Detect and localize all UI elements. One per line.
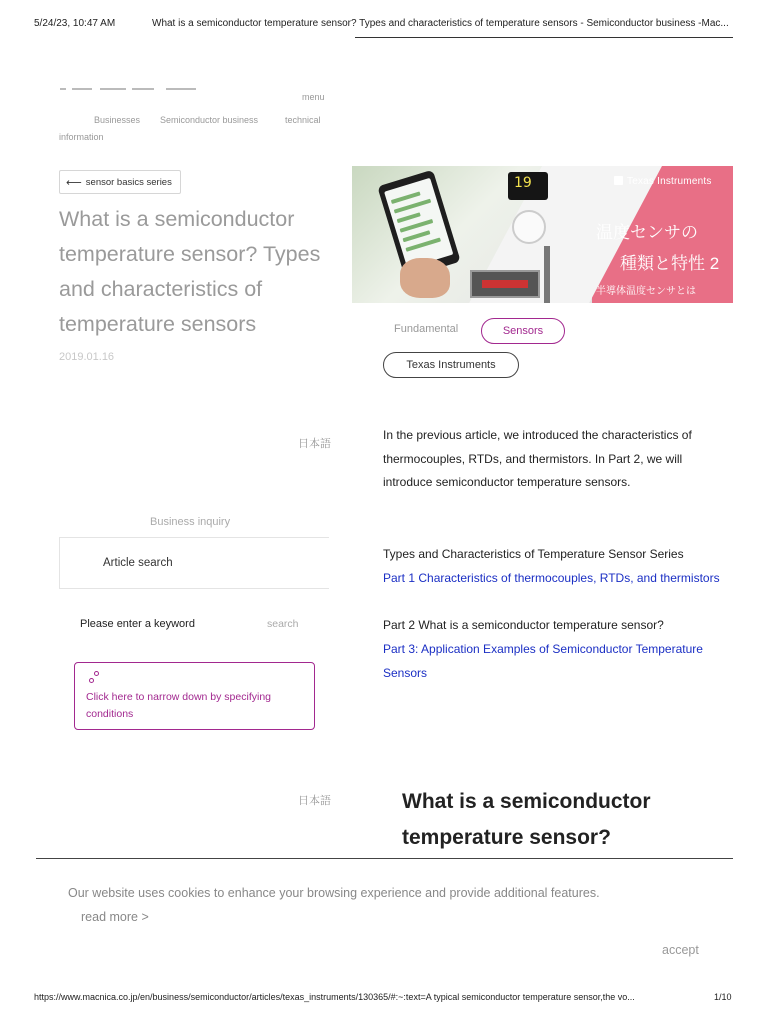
cookie-accept-button[interactable]: accept	[662, 943, 699, 957]
banner-subheading: 半導体温度センサとは	[596, 286, 696, 297]
site-logo[interactable]	[60, 70, 200, 90]
tag-sensors[interactable]: Sensors	[481, 318, 565, 344]
language-switch-link[interactable]: 日本語	[298, 438, 331, 450]
narrow-down-conditions-button[interactable]	[74, 662, 315, 730]
breadcrumb-information[interactable]: information	[59, 132, 104, 142]
cookie-read-more-link[interactable]: read more >	[81, 910, 149, 924]
banner-heading-line2: 種類と特性 2	[620, 254, 720, 273]
cookie-message: Our website uses cookies to enhance your browsing experience and provide additional features.	[68, 886, 600, 900]
section-heading: What is a semiconductor temperature sensor?	[402, 790, 651, 849]
breadcrumb-businesses[interactable]: Businesses	[94, 115, 141, 125]
texas-instruments-logo: Texas Instruments	[614, 176, 712, 187]
article-search-panel[interactable]	[59, 537, 329, 589]
part3-link[interactable]: Part 3: Application Examples of Semiconductor Temperature Sensors	[383, 642, 703, 680]
filter-icon	[89, 671, 101, 685]
part1-link[interactable]: Part 1 Characteristics of thermocouples, RTDs, and thermistors	[383, 571, 720, 585]
print-header-rule	[355, 37, 733, 38]
article-search-label: Article search	[103, 557, 173, 569]
cookie-divider	[36, 858, 733, 859]
print-page-title: What is a semiconductor temperature sensor? Types and characteristics of temperature sensors - Semiconductor business -Mac...	[152, 18, 729, 29]
meter-illustration	[470, 270, 540, 298]
thermostat-dial	[512, 210, 546, 244]
article-date: 2019.01.16	[59, 351, 115, 363]
breadcrumb-semiconductor-business[interactable]: Semiconductor business	[160, 115, 259, 125]
print-url: https://www.macnica.co.jp/en/business/semiconductor/articles/texas_instruments/130365/#:~:text=A typical semiconductor temperature sensor,the vo...	[34, 992, 635, 1002]
search-button[interactable]: search	[267, 618, 299, 630]
hand-illustration	[400, 258, 450, 298]
pole-illustration	[544, 246, 550, 303]
business-inquiry-link[interactable]: Business inquiry	[150, 516, 231, 528]
tag-texas-instruments[interactable]: Texas Instruments	[383, 352, 519, 378]
back-chip-label: sensor basics series	[85, 176, 172, 188]
narrow-down-label: Click here to narrow down by specifying conditions	[86, 691, 272, 720]
thermostat-display	[508, 172, 548, 200]
article-intro: In the previous article, we introduced the characteristics of thermocouples, RTDs, and thermistors. In Part 2, we will introduce semiconductor temperature sensors.	[383, 428, 692, 490]
back-to-series-button[interactable]	[59, 170, 181, 194]
language-switch-link-2[interactable]: 日本語	[298, 795, 331, 807]
ti-state-icon	[614, 176, 623, 185]
print-date: 5/24/23, 10:47 AM	[34, 18, 116, 29]
print-page-number: 1/10	[714, 992, 732, 1002]
series-title: Types and Characteristics of Temperature Sensor Series	[383, 547, 684, 561]
article-banner-image	[352, 166, 733, 303]
menu-button[interactable]: menu	[302, 92, 325, 102]
banner-heading-line1: 温度センサの	[596, 223, 698, 242]
tag-fundamental[interactable]: Fundamental	[394, 323, 459, 335]
part2-current: Part 2 What is a semiconductor temperature sensor?	[383, 618, 664, 632]
breadcrumb-technical[interactable]: technical	[285, 115, 321, 125]
thermostat-temp: 19	[514, 175, 532, 191]
article-title: What is a semiconductor temperature sensor? Types and characteristics of temperature sensors	[59, 207, 321, 336]
arrow-left-icon: ⟵	[66, 176, 82, 189]
keyword-input[interactable]: Please enter a keyword	[80, 618, 195, 630]
